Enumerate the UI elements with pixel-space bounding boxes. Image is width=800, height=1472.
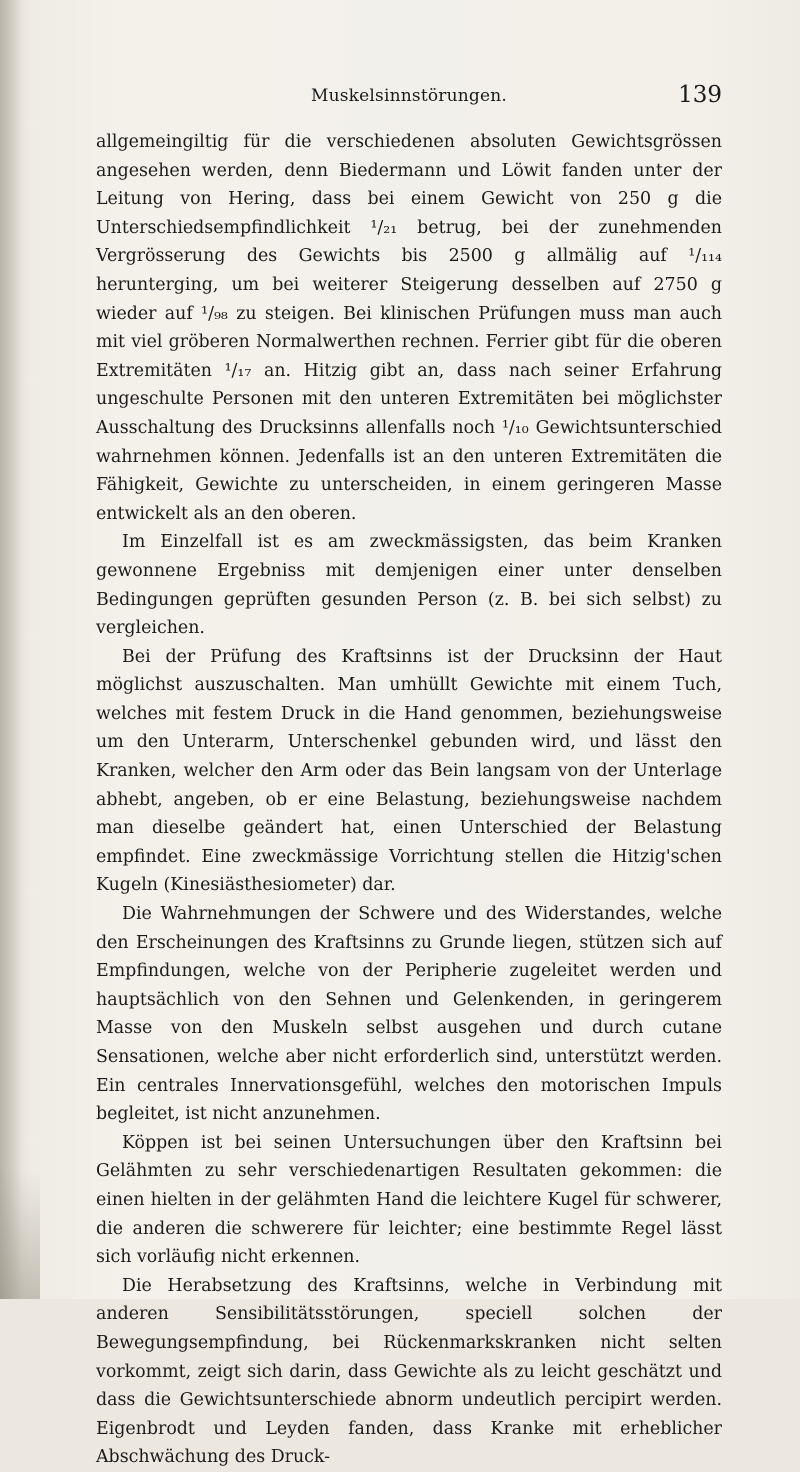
binding-shadow bbox=[0, 0, 22, 1299]
paragraph: Im Einzelfall ist es am zweckmässigsten, das beim Kranken gewonnene Ergebniss mit demjenigen einer unter denselben Bedingungen geprüften gesunden Person (z. B. bei sich selbst) zu vergleichen. bbox=[96, 532, 722, 639]
paragraph: Bei der Prüfung des Kraftsinns ist der Drucksinn der Haut möglichst auszuschalten. Man umhüllt Gewichte mit einem Tuch, welches mit festem Druck in die Hand genommen, beziehungsweise um den Unterarm, Unterschenkel gebunden wird, und lässt den Kranken, welcher den Arm oder das Bein langsam von der Unterlage abhebt, angeben, ob er eine Belastung, beziehungsweise nachdem man dieselbe geändert hat, einen Unterschied der Belastung empfindet. Eine zweckmässige Vorrichtung stellen die Hitzig'schen Kugeln (Kinesiästhesiometer) dar. bbox=[96, 646, 722, 896]
corner-shadow bbox=[0, 1169, 40, 1299]
paragraph: Die Herabsetzung des Kraftsinns, welche in Verbindung mit anderen Sensibilitätsstörungen, speciell solchen der Bewegungsempfindung, bei Rückenmarkskranken nicht selten vorkommt, zeigt sich darin, dass Gewichte als zu leicht geschätzt und dass die Gewichtsunterschiede abnorm undeutlich percipirt werden. Eigenbrodt und Leyden fanden, dass Kranke mit erheblicher Abschwächung des Druck- bbox=[96, 1275, 722, 1468]
running-head: Muskelsinnstörungen. bbox=[310, 86, 508, 106]
paragraph: Köppen ist bei seinen Untersuchungen über den Kraftsinn bei Gelähmten zu sehr verschiedenartigen Resultaten gekommen: die einen hielten in der gelähmten Hand die leichtere Kugel für schwerer, die anderen die schwerere für leichter; eine bestimmte Regel lässt sich vorläufig nicht erkennen. bbox=[96, 1132, 722, 1268]
page-number: 139 bbox=[678, 82, 722, 108]
body-text bbox=[96, 128, 722, 1472]
page-header bbox=[96, 82, 722, 112]
paragraph: allgemeingiltig für die verschiedenen absoluten Gewichtsgrössen angesehen werden, denn Biedermann und Löwit fanden unter der Leitung von Hering, dass bei einem Gewicht von 250 g die Unterschiedsempfindlichkeit ¹/₂₁ betrug, bei der zunehmenden Vergrösserung des Gewichts bis 2500 g allmälig auf ¹/₁₁₄ herunterging, um bei weiterer Steigerung desselben auf 2750 g wieder auf ¹/₉₈ zu steigen. Bei klinischen Prüfungen muss man auch mit viel gröberen Normalwerthen rechnen. Ferrier gibt für die oberen Extremitäten ¹/₁₇ an. Hitzig gibt an, dass nach seiner Erfahrung ungeschulte Personen mit den unteren Extremitäten bei möglichster Ausschaltung des Drucksinns allenfalls noch ¹/₁₀ Gewichtsunterschied wahrnehmen können. Jedenfalls ist an den unteren Extremitäten die Fähigkeit, Gewichte zu unterscheiden, in einem geringeren Masse entwickelt als an den oberen. bbox=[96, 132, 722, 524]
paragraph: Die Wahrnehmungen der Schwere und des Widerstandes, welche den Erscheinungen des Kraftsinns zu Grunde liegen, stützen sich auf Empfindungen, welche von der Peripherie zugeleitet werden und hauptsächlich von den Sehnen und Gelenkenden, in geringerem Masse von den Muskeln selbst ausgehen und durch cutane Sensationen, welche aber nicht erforderlich sind, unterstützt werden. Ein centrales Innervationsgefühl, welches den motorischen Impuls begleitet, ist nicht anzunehmen. bbox=[96, 904, 722, 1125]
